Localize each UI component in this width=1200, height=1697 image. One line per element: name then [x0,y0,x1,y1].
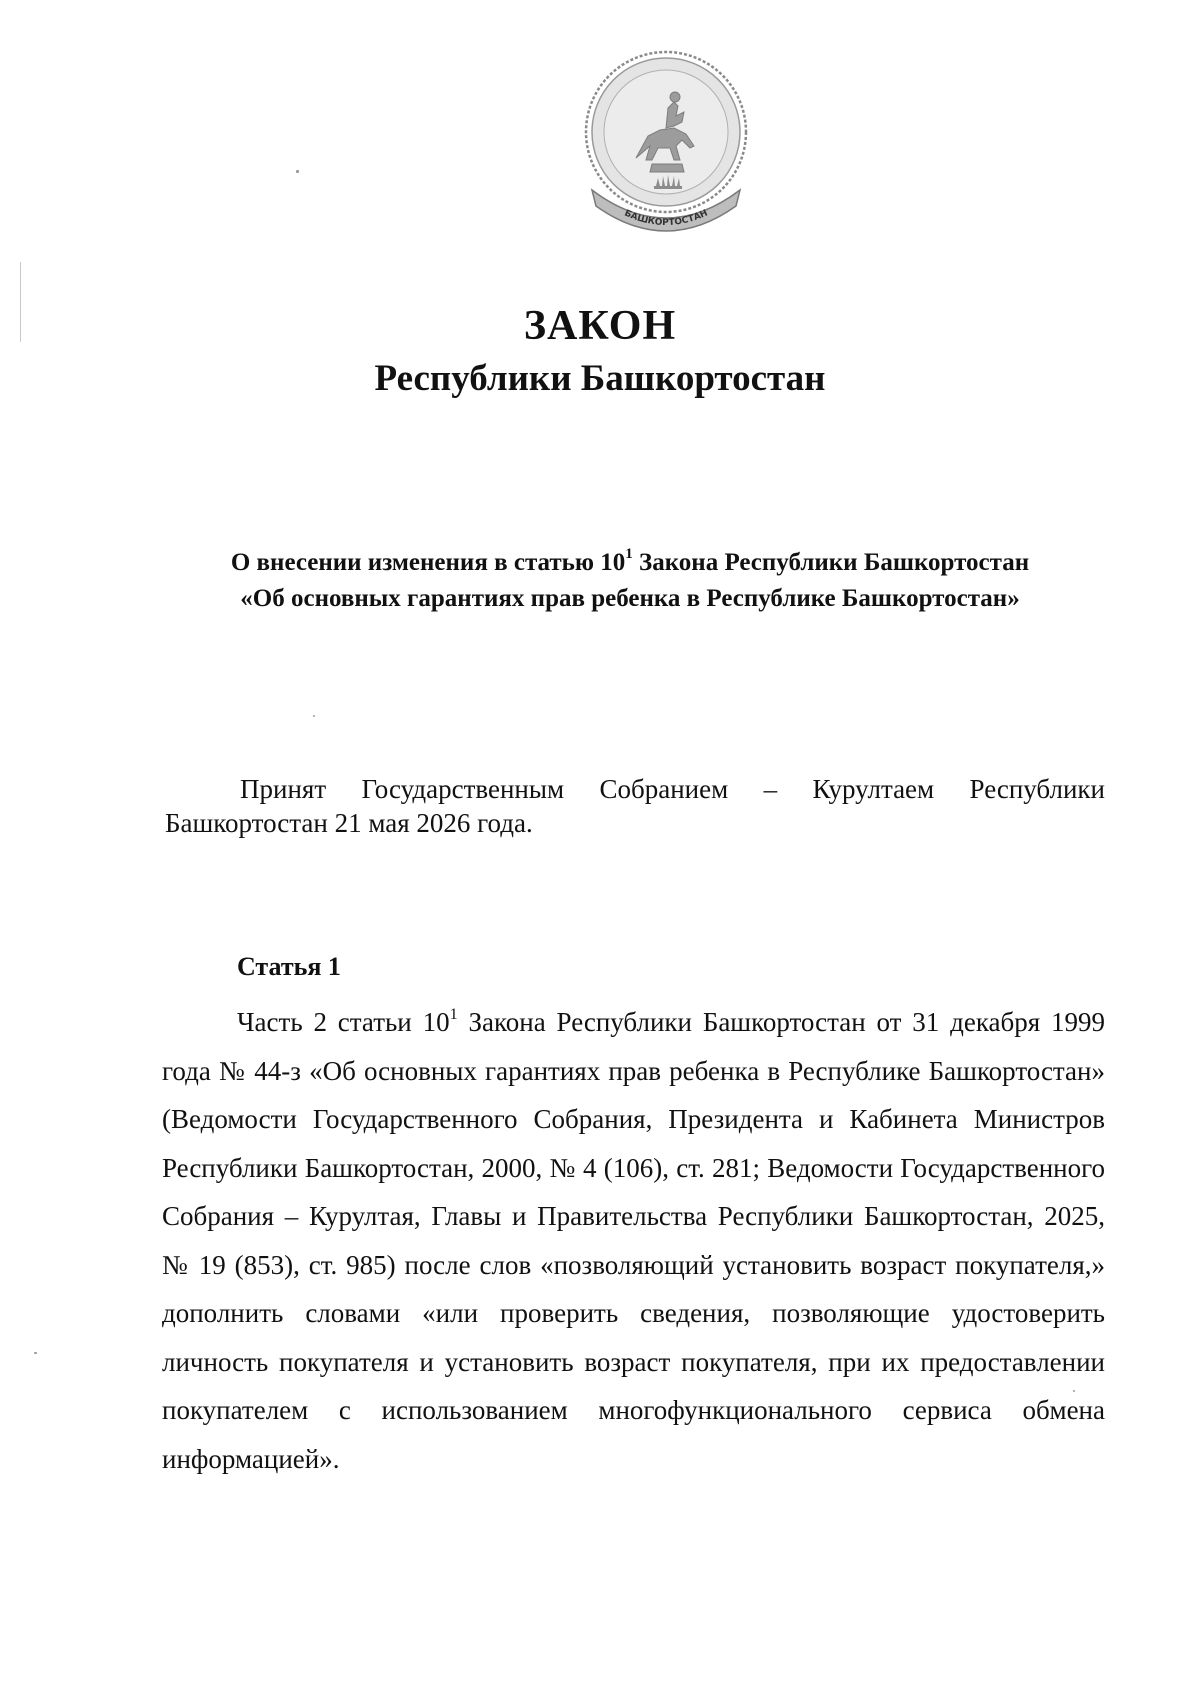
document-title: ЗАКОН [523,303,677,349]
law-heading-line-1 [160,545,1100,581]
emblem-ribbon-text: БАШКОРТОСТАН [622,208,710,229]
article-body [162,998,1105,1483]
law-heading-line-2: «Об основных гарантиях прав ребенка в Республике Башкортостан» [240,585,1020,612]
scan-artifact [1073,1390,1075,1392]
law-heading-superscript: 1 [625,546,633,563]
scan-artifact [313,715,315,717]
title-block [0,300,1200,404]
scan-artifact [20,262,21,342]
scan-artifact [34,1352,37,1354]
law-heading [160,545,1100,617]
law-heading-text-after: Закона Республики Башкортостан [632,549,1030,576]
coat-of-arms-emblem [578,50,754,240]
article-text-before: Часть 2 статьи 10 [237,1007,450,1037]
article-text-after: Закона Республики Башкортостан от 31 декабря 1999 года № 44-з «Об основных гарантиях прав ребенка в Республике Башкортостан» (Ведомости Государственного Собрания, Президента и Кабинета Министров Республики Башкортостан, 2000, № 4 (106), ст. 281; Ведомости Государственного Собрания – Курултая, Главы и Правительства Республики Башкортостан, 2025, № 19 (853), ст. 985) после слов «позволяющий установить возраст покупателя,» дополнить словами «или проверить сведения, позволяющие удостоверить личность покупателя и установить возраст покупателя, при их предоставлении покупателем с использованием многофункционального сервиса обмена информацией». [162,1007,1105,1474]
adoption-statement [165,772,1105,840]
article-title: Статья 1 [237,952,341,981]
scan-artifact [296,170,299,173]
adoption-text: Принят Государственным Собранием – Курултаем Республики Башкортостан 21 мая 2026 года. [165,774,1105,838]
document-subtitle: Республики Башкортостан [374,358,826,399]
law-heading-text-before: О внесении изменения в статью 10 [230,549,626,576]
article-superscript: 1 [449,1004,458,1023]
